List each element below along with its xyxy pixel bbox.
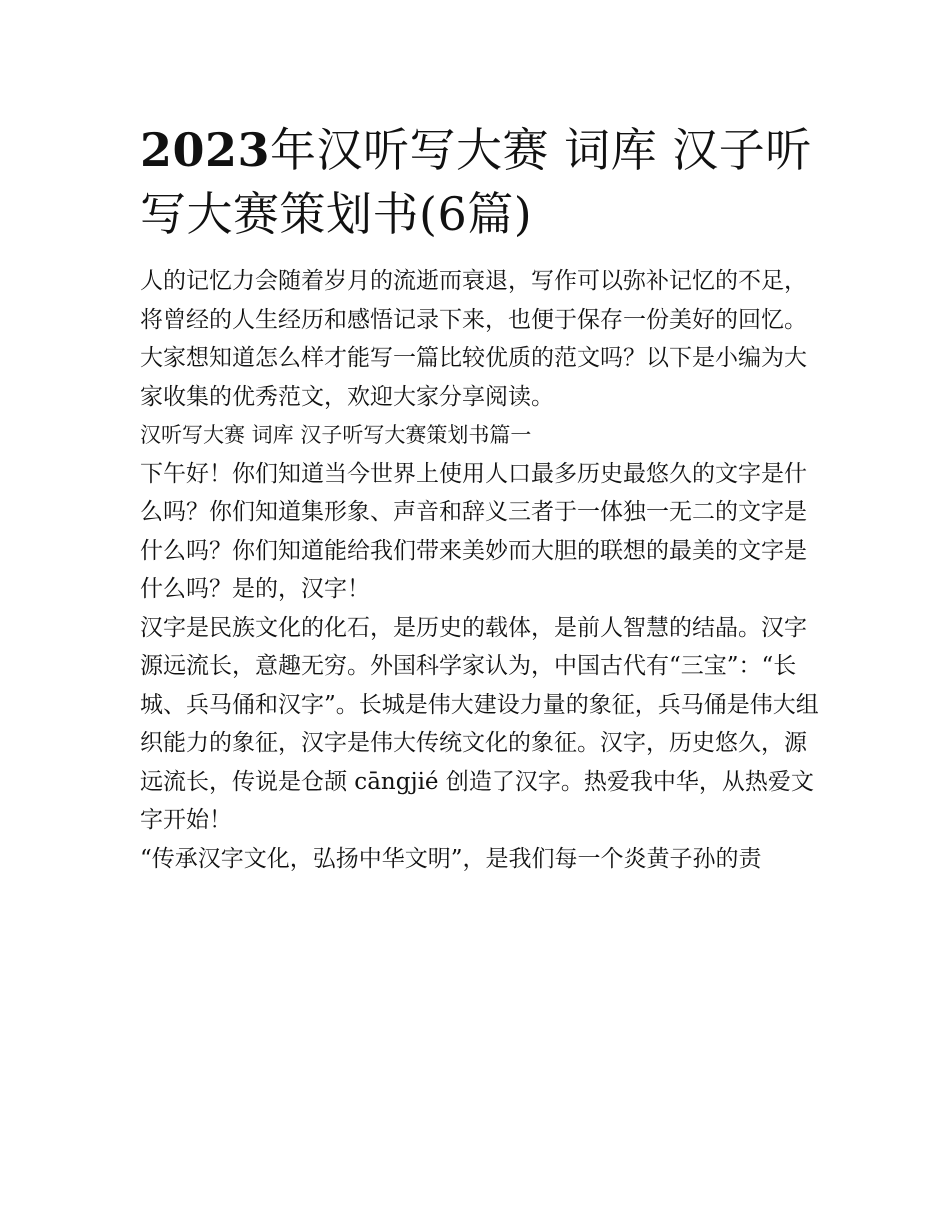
section-heading: 汉听写大赛 词库 汉子听写大赛策划书篇一	[140, 423, 532, 447]
paragraph-greeting: 下午好！你们知道当今世界上使用人口最多历史最悠久的文字是什么吗？你们知道集形象、声音和辞义三者于一体独一无二的文字是什么吗？你们知道能给我们带来美妙而大胆的联想的最美的文字是什么吗？是的，汉字！	[140, 460, 807, 602]
paragraph-responsibility: “传承汉字文化，弘扬中华文明”，是我们每一个炎黄子孙的责	[140, 845, 762, 872]
document-page	[140, 118, 820, 878]
title-year: 2023	[140, 123, 271, 177]
paragraph-intro: 人的记忆力会随着岁月的流逝而衰退，写作可以弥补记忆的不足，将曾经的人生经历和感悟记录下来，也便于保存一份美好的回忆。大家想知道怎么样才能写一篇比较优质的范文吗？以下是小编为大家收集的优秀范文，欢迎大家分享阅读。	[140, 268, 807, 410]
document-body	[140, 262, 820, 878]
document-title: 2023年汉听写大赛 词库 汉子听写大赛策划书(6篇)	[140, 123, 812, 241]
paragraph-history: 汉字是民族文化的化石，是历史的载体，是前人智慧的结晶。汉字源远流长，意趣无穷。外国科学家认为，中国古代有“三宝”：“长城、兵马俑和汉字”。长城是伟大建设力量的象征，兵马俑是伟大组织能力的象征，汉字是伟大传统文化的象征。汉字，历史悠久，源远流长，传说是仓颉 cāngjié 创造了汉字。热爱我中华，从热爱文字开始！	[140, 614, 819, 833]
